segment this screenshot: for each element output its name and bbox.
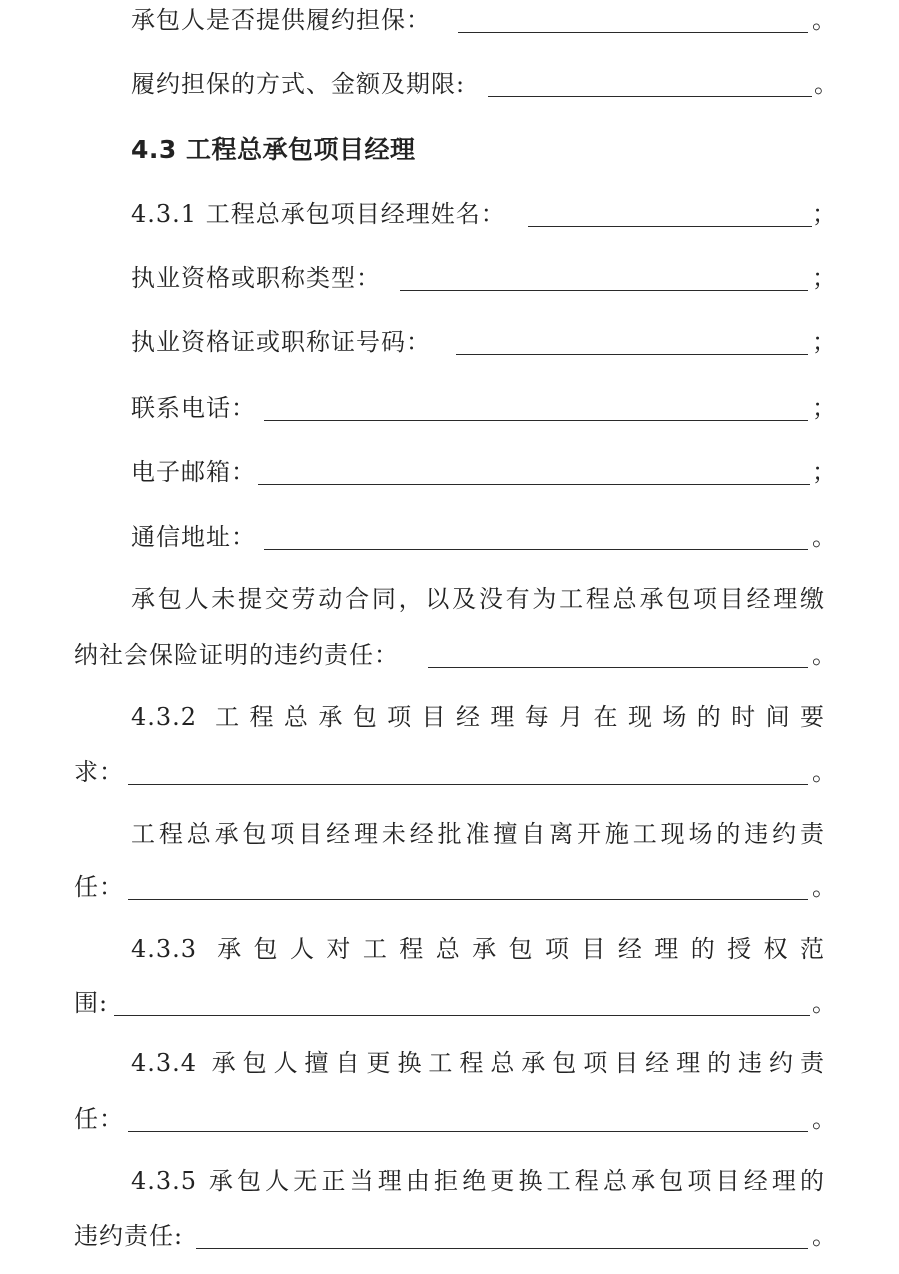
field-end-mark: ； bbox=[812, 394, 836, 422]
paragraph-contract-liability-line2 bbox=[0, 635, 899, 675]
field-phone bbox=[0, 388, 899, 428]
paragraph-refuse-replace-line1 bbox=[0, 1161, 899, 1201]
paragraph-refuse-replace-line2 bbox=[0, 1216, 899, 1256]
paragraph-text: 承包人未提交劳动合同，以及没有为工程总承包项目经理缴 bbox=[131, 585, 825, 613]
fill-blank-line bbox=[258, 484, 810, 485]
fill-blank-line bbox=[400, 290, 808, 291]
paragraph-text: 围: bbox=[74, 989, 109, 1017]
paragraph-text: 4.3.5 承包人无正当理由拒绝更换工程总承包项目经理的 bbox=[131, 1167, 825, 1195]
fill-blank-line bbox=[128, 1131, 808, 1132]
field-performance-guarantee bbox=[0, 0, 899, 40]
paragraph-text: 纳社会保险证明的违约责任： bbox=[74, 641, 399, 669]
fill-blank-line bbox=[488, 96, 812, 97]
field-label: 承包人是否提供履约担保： bbox=[131, 6, 431, 34]
fill-blank-line bbox=[264, 420, 808, 421]
field-end-mark: 。 bbox=[812, 641, 836, 669]
fill-blank-line bbox=[114, 1015, 810, 1016]
field-end-mark: ； bbox=[812, 328, 836, 356]
paragraph-leave-site-line1 bbox=[0, 814, 899, 854]
field-end-mark: 。 bbox=[812, 989, 836, 1017]
section-heading: 4.3 工程总承包项目经理 bbox=[131, 135, 416, 164]
field-label: 执业资格证或职称证号码： bbox=[131, 328, 431, 356]
field-label: 履约担保的方式、金额及期限: bbox=[131, 70, 466, 98]
fill-blank-line bbox=[128, 784, 808, 785]
field-certificate-number bbox=[0, 322, 899, 362]
fill-blank-line bbox=[264, 549, 808, 550]
field-label: 电子邮箱： bbox=[131, 458, 256, 486]
field-qualification-type bbox=[0, 258, 899, 298]
field-address bbox=[0, 517, 899, 557]
field-label: 执业资格或职称类型： bbox=[131, 264, 381, 292]
paragraph-text: 任： bbox=[74, 873, 124, 901]
section-heading-row bbox=[0, 130, 899, 170]
field-end-mark: 。 bbox=[812, 1222, 836, 1250]
fill-blank-line bbox=[428, 667, 808, 668]
paragraph-text: 任： bbox=[74, 1105, 124, 1133]
field-end-mark: ； bbox=[812, 458, 836, 486]
paragraph-authorization-scope-line2 bbox=[0, 983, 899, 1023]
field-end-mark: 。 bbox=[814, 70, 838, 98]
paragraph-text: 工程总承包项目经理未经批准擅自离开施工现场的违约责 bbox=[131, 820, 825, 848]
field-end-mark: ； bbox=[812, 200, 836, 228]
paragraph-text: 4.3.2 工程总承包项目经理每月在现场的时间要 bbox=[131, 703, 825, 731]
field-label: 通信地址： bbox=[131, 523, 256, 551]
field-label: 联系电话： bbox=[131, 394, 256, 422]
paragraph-text: 求： bbox=[74, 758, 124, 786]
field-guarantee-terms bbox=[0, 64, 899, 104]
field-end-mark: 。 bbox=[812, 523, 836, 551]
paragraph-onsite-time-line1 bbox=[0, 697, 899, 737]
field-end-mark: 。 bbox=[812, 873, 836, 901]
field-manager-name bbox=[0, 194, 899, 234]
paragraph-onsite-time-line2 bbox=[0, 752, 899, 792]
field-email bbox=[0, 452, 899, 492]
paragraph-replace-manager-line2 bbox=[0, 1099, 899, 1139]
paragraph-contract-liability-line1 bbox=[0, 579, 899, 619]
field-end-mark: ； bbox=[812, 264, 836, 292]
field-end-mark: 。 bbox=[812, 758, 836, 786]
paragraph-text: 违约责任: bbox=[74, 1222, 184, 1250]
fill-blank-line bbox=[128, 899, 808, 900]
fill-blank-line bbox=[528, 226, 812, 227]
paragraph-text: 4.3.3 承包人对工程总承包项目经理的授权范 bbox=[131, 935, 825, 963]
field-end-mark: 。 bbox=[812, 1105, 836, 1133]
paragraph-replace-manager-line1 bbox=[0, 1043, 899, 1083]
fill-blank-line bbox=[458, 32, 808, 33]
paragraph-leave-site-line2 bbox=[0, 867, 899, 907]
field-end-mark: 。 bbox=[812, 6, 836, 34]
paragraph-text: 4.3.4 承包人擅自更换工程总承包项目经理的违约责 bbox=[131, 1049, 825, 1077]
paragraph-authorization-scope-line1 bbox=[0, 929, 899, 969]
fill-blank-line bbox=[196, 1248, 808, 1249]
field-label: 4.3.1 工程总承包项目经理姓名： bbox=[131, 200, 506, 228]
fill-blank-line bbox=[456, 354, 808, 355]
